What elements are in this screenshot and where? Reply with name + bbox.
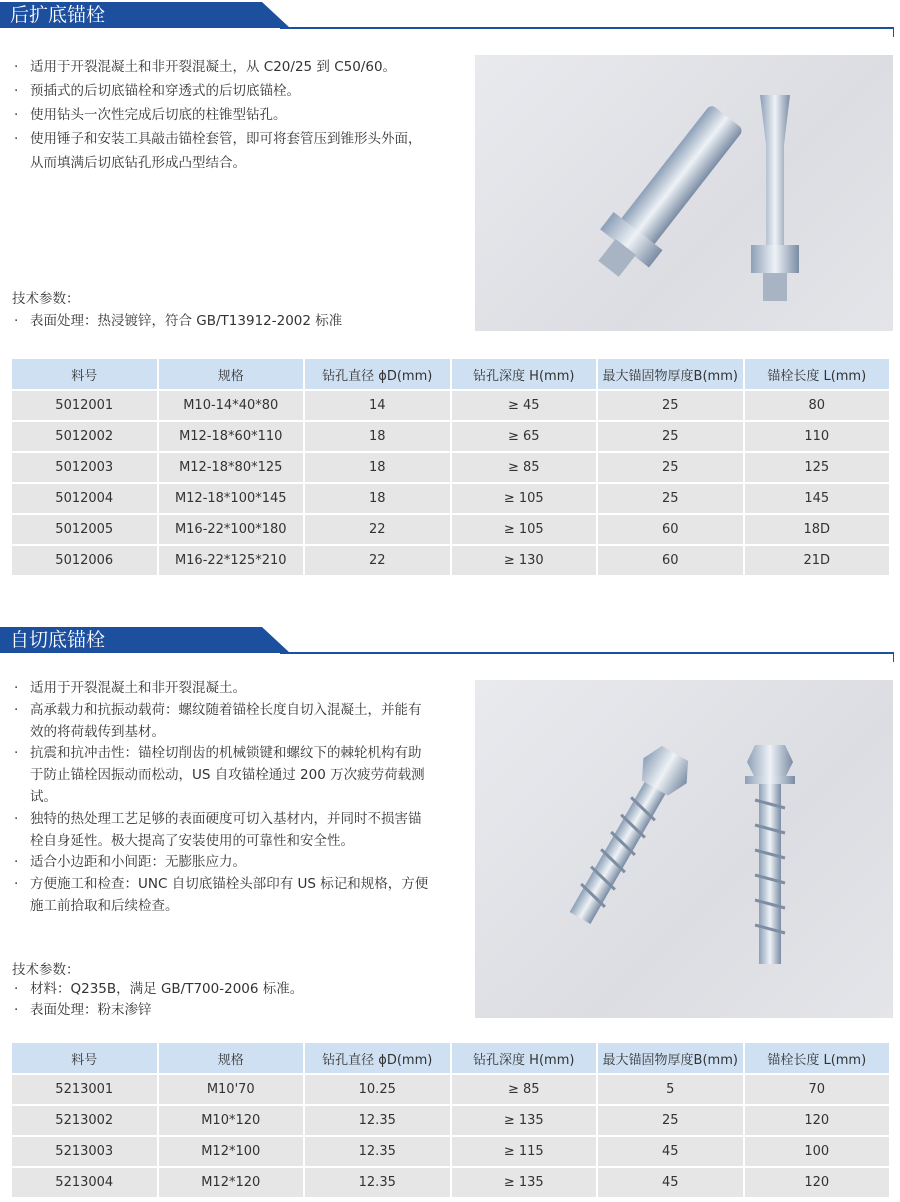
- table-cell: M12-18*80*125: [159, 453, 304, 482]
- tech-param-item: · 表面处理：粉末渗锌: [12, 1000, 432, 1021]
- table-cell: M12*120: [159, 1168, 304, 1197]
- feature-item: · 抗震和抗冲击性：锚栓切削齿的机械锁键和螺纹下的棘轮机构有助于防止锚栓因振动而松动，US 自攻锚栓通过 200 万次疲劳荷载测试。: [12, 743, 432, 808]
- table-cell: M16-22*100*180: [159, 515, 304, 544]
- table-cell: ≥ 105: [452, 515, 597, 544]
- table-cell: 120: [745, 1106, 890, 1135]
- table-cell: 22: [305, 515, 450, 544]
- table-cell: 60: [598, 515, 743, 544]
- table-row: [12, 484, 889, 513]
- table-cell: 18: [305, 422, 450, 451]
- table-cell: 5012004: [12, 484, 157, 513]
- spec-table-self-tapping: [10, 1041, 891, 1199]
- table-cell: ≥ 45: [452, 391, 597, 420]
- column-header: 料号: [12, 1043, 157, 1073]
- table-cell: 18: [305, 453, 450, 482]
- column-header: 锚栓长度 L(mm): [745, 359, 890, 389]
- table-cell: 25: [598, 453, 743, 482]
- tech-params-list: [12, 310, 432, 333]
- table-cell: 120: [745, 1168, 890, 1197]
- table-header-row: [12, 359, 889, 389]
- table-header-row: [12, 1043, 889, 1073]
- column-header: 最大锚固物厚度B(mm): [598, 1043, 743, 1073]
- table-cell: M10*120: [159, 1106, 304, 1135]
- feature-item: · 高承载力和抗振动载荷：螺纹随着锚栓长度自切入混凝土，并能有效的将荷载传到基材。: [12, 700, 432, 744]
- table-cell: M12*100: [159, 1137, 304, 1166]
- table-cell: 45: [598, 1168, 743, 1197]
- section-title: 后扩底锚栓: [10, 4, 106, 26]
- table-cell: 5012006: [12, 546, 157, 575]
- table-row: [12, 1137, 889, 1166]
- column-header: 最大锚固物厚度B(mm): [598, 359, 743, 389]
- self-tapping-anchor-photo: [475, 680, 893, 1018]
- table-cell: 5213002: [12, 1106, 157, 1135]
- screw-anchor-image: [475, 680, 893, 1018]
- table-cell: 70: [745, 1075, 890, 1104]
- table-cell: ≥ 115: [452, 1137, 597, 1166]
- table-cell: 145: [745, 484, 890, 513]
- table-cell: M12-18*60*110: [159, 422, 304, 451]
- table-row: [12, 1075, 889, 1104]
- feature-list: [12, 55, 432, 175]
- table-cell: 5: [598, 1075, 743, 1104]
- feature-item: · 预插式的后切底锚栓和穿透式的后切底锚栓。: [12, 79, 432, 103]
- table-cell: 10.25: [305, 1075, 450, 1104]
- column-header: 料号: [12, 359, 157, 389]
- table-row: [12, 422, 889, 451]
- table-row: [12, 391, 889, 420]
- table-cell: 12.35: [305, 1168, 450, 1197]
- table-cell: ≥ 135: [452, 1106, 597, 1135]
- column-header: 钻孔直径 ϕD(mm): [305, 359, 450, 389]
- table-cell: 5012005: [12, 515, 157, 544]
- anchor-bolt-image: [475, 55, 893, 331]
- table-cell: M10-14*40*80: [159, 391, 304, 420]
- table-row: [12, 1168, 889, 1197]
- table-cell: ≥ 65: [452, 422, 597, 451]
- table-cell: 18: [305, 484, 450, 513]
- feature-item: · 适用于开裂混凝土和非开裂混凝土，从 C20/25 到 C50/60。: [12, 55, 432, 79]
- feature-item: · 独特的热处理工艺足够的表面硬度可切入基材内，并同时不损害锚栓自身延性。极大提高了安装使用的可靠性和安全性。: [12, 809, 432, 853]
- tech-params-list: [12, 979, 432, 1021]
- table-cell: ≥ 135: [452, 1168, 597, 1197]
- divider: [280, 27, 894, 29]
- feature-item: · 适合小边距和小间距：无膨胀应力。: [12, 852, 432, 874]
- table-cell: 12.35: [305, 1137, 450, 1166]
- tech-params-title: 技术参数：: [12, 962, 80, 978]
- column-header: 规格: [159, 359, 304, 389]
- feature-item: · 适用于开裂混凝土和非开裂混凝土。: [12, 678, 432, 700]
- table-cell: 18D: [745, 515, 890, 544]
- column-header: 规格: [159, 1043, 304, 1073]
- table-cell: M10'70: [159, 1075, 304, 1104]
- table-cell: 5012002: [12, 422, 157, 451]
- table-cell: 60: [598, 546, 743, 575]
- table-cell: M12-18*100*145: [159, 484, 304, 513]
- table-cell: 110: [745, 422, 890, 451]
- table-cell: ≥ 105: [452, 484, 597, 513]
- section-title: 自切底锚栓: [10, 629, 106, 651]
- table-cell: ≥ 85: [452, 1075, 597, 1104]
- table-cell: 22: [305, 546, 450, 575]
- table-row: [12, 1106, 889, 1135]
- column-header: 锚栓长度 L(mm): [745, 1043, 890, 1073]
- table-cell: M16-22*125*210: [159, 546, 304, 575]
- divider-tick: [893, 652, 895, 662]
- feature-item: · 使用钻头一次性完成后切底的柱锥型钻孔。: [12, 103, 432, 127]
- table-cell: 12.35: [305, 1106, 450, 1135]
- section-header-self-tapping-anchor: [0, 625, 900, 655]
- table-cell: 5213004: [12, 1168, 157, 1197]
- table-cell: 5012003: [12, 453, 157, 482]
- table-cell: 25: [598, 391, 743, 420]
- feature-item: · 使用锤子和安装工具敲击锚栓套管，即可将套管压到锥形头外面，从而填满后切底钻孔形成凸型结合。: [12, 127, 432, 175]
- table-cell: ≥ 130: [452, 546, 597, 575]
- table-cell: 100: [745, 1137, 890, 1166]
- column-header: 钻孔深度 H(mm): [452, 359, 597, 389]
- column-header: 钻孔直径 ϕD(mm): [305, 1043, 450, 1073]
- table-cell: 5213001: [12, 1075, 157, 1104]
- section-header-undercut-anchor: [0, 0, 900, 30]
- table-row: [12, 546, 889, 575]
- table-cell: 14: [305, 391, 450, 420]
- table-cell: 21D: [745, 546, 890, 575]
- table-cell: 80: [745, 391, 890, 420]
- feature-list: [12, 678, 432, 918]
- table-cell: 5012001: [12, 391, 157, 420]
- tech-param-item: · 材料：Q235B，满足 GB/T700-2006 标准。: [12, 979, 432, 1000]
- table-row: [12, 453, 889, 482]
- table-cell: 25: [598, 484, 743, 513]
- table-cell: ≥ 85: [452, 453, 597, 482]
- table-row: [12, 515, 889, 544]
- column-header: 钻孔深度 H(mm): [452, 1043, 597, 1073]
- table-cell: 25: [598, 1106, 743, 1135]
- table-cell: 45: [598, 1137, 743, 1166]
- undercut-anchor-photo: [475, 55, 893, 331]
- tech-params-title: 技术参数：: [12, 291, 80, 307]
- feature-item: · 方便施工和检查：UNC 自切底锚栓头部印有 US 标记和规格，方便施工前拾取和后续检查。: [12, 874, 432, 918]
- table-cell: 5213003: [12, 1137, 157, 1166]
- table-cell: 125: [745, 453, 890, 482]
- divider-tick: [893, 27, 895, 37]
- spec-table-undercut: [10, 357, 891, 577]
- tech-param-item: · 表面处理：热浸镀锌，符合 GB/T13912-2002 标准: [12, 310, 432, 333]
- divider: [280, 652, 894, 654]
- table-cell: 25: [598, 422, 743, 451]
